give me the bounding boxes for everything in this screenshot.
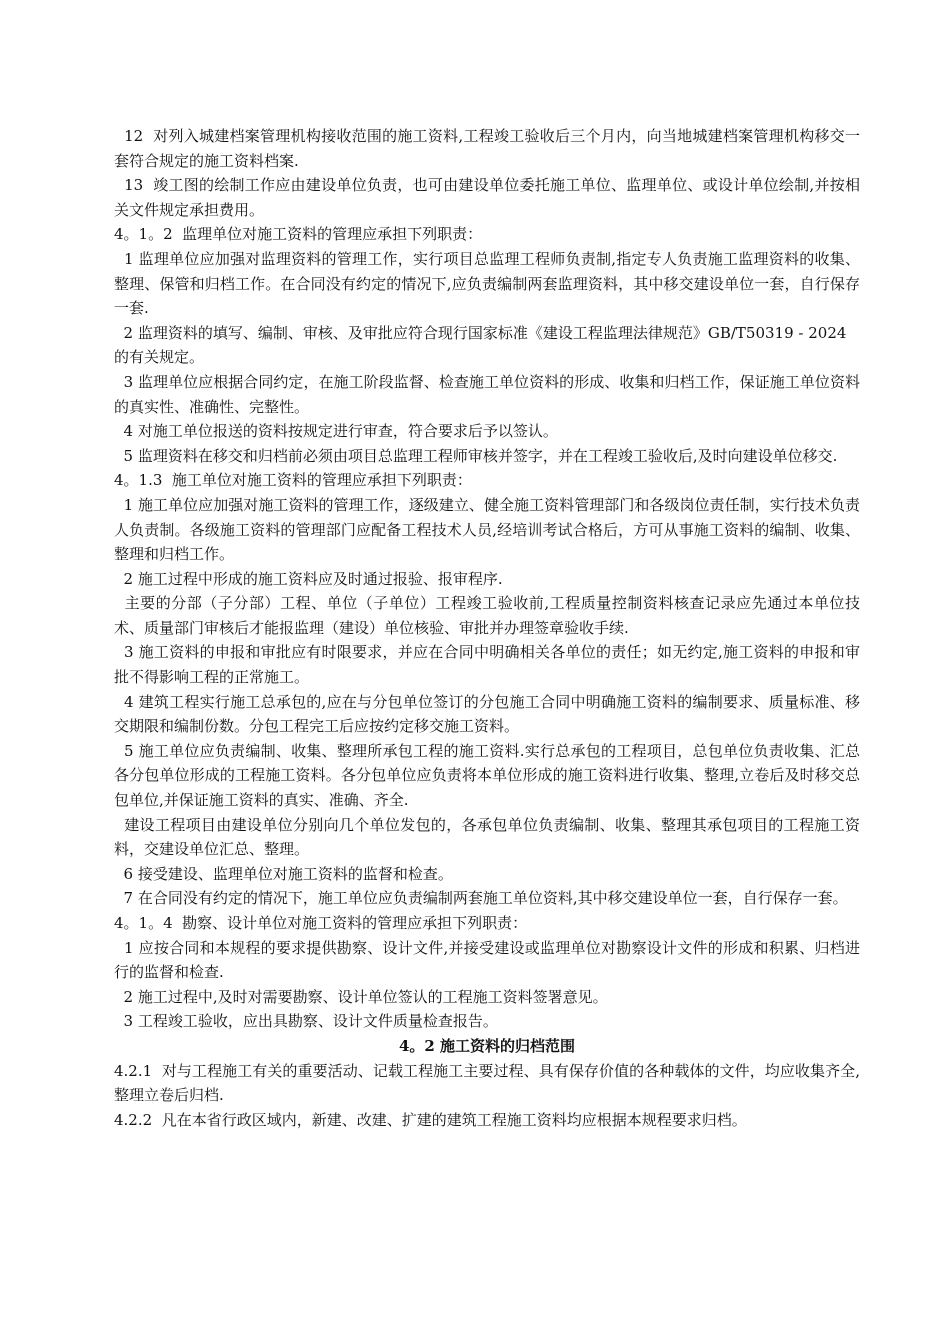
clause-4-2-2: 4.2.2 凡在本省行政区域内，新建、改建、扩建的建筑工程施工资料均应根据本规程要求归档。 [114, 1110, 747, 1129]
paragraph-4-1-2-item-2-end: 的有关规定。 [114, 348, 205, 367]
paragraph-4-1-3-item-5: 5 施工单位应负责编制、收集、整理所承包工程的施工资料.实行总承包的工程项目，总包单位负责收集、汇总各分包单位形成的工程施工资料。各分包单位应负责将本单位形成的施工资料进行收集、整理,立卷后及时移交总包单位,并保证施工资料的真实、准确、齐全. [114, 741, 860, 810]
paragraph-4-1-3-item-3: 3 施工资料的申报和审批应有时限要求，并应在合同中明确相关各单位的责任；如无约定,施工资料的申报和审批不得影响工程的正常施工。 [114, 643, 860, 687]
paragraph-4-1-3-item-1: 1 施工单位应加强对施工资料的管理工作，逐级建立、健全施工资料管理部门和各级岗位责任制，实行技术负责人负责制。各级施工资料的管理部门应配备工程技术人员,经培训考试合格后，方可从事施工资料的编制、收集、整理和归档工作。 [114, 495, 860, 564]
paragraph-4-1-4-item-2: 2 施工过程中,及时对需要勘察、设计单位签认的工程施工资料签署意见。 [114, 987, 608, 1006]
paragraph-item-12: 12 对列入城建档案管理机构接收范围的施工资料,工程竣工验收后三个月内，向当地城建档案管理机构移交一套符合规定的施工资料档案. [114, 127, 860, 170]
paragraph-4-1-3-item-2: 2 施工过程中形成的施工资料应及时通过报验、报审程序. [114, 569, 503, 588]
paragraph-4-1-2-item-4: 4 对施工单位报送的资料按规定进行审查，符合要求后予以签认。 [114, 422, 558, 441]
paragraph-4-1-3-item-7: 7 在合同没有约定的情况下，施工单位应负责编制两套施工单位资料,其中移交建设单位一套，自行保存一套。 [114, 889, 848, 908]
paragraph-4-1-2-item-5: 5 监理资料在移交和归档前必须由项目总监理工程师审核并签字，并在工程竣工验收后,及时向建设单位移交. [114, 446, 838, 465]
clause-4-2-1: 4.2.1 对与工程施工有关的重要活动、记载工程施工主要过程、具有保存价值的各种载体的文件，均应收集齐全,整理立卷后归档. [114, 1061, 860, 1105]
paragraph-4-1-3-item-4: 4 建筑工程实行施工总承包的,应在与分包单位签订的分包施工合同中明确施工资料的编制要求、质量标准、移交期限和编制份数。分包工程完工后应按约定移交施工资料。 [114, 692, 860, 736]
paragraph-item-13: 13 竣工图的绘制工作应由建设单位负责，也可由建设单位委托施工单位、监理单位、或设计单位绘制,并按相关文件规定承担费用。 [114, 176, 860, 219]
paragraph-4-1-2-item-2: 2 监理资料的填写、编制、审核、及审批应符合现行国家标准《建设工程监理法律规范》GB/T50319 - 2024 [114, 323, 847, 342]
paragraph-4-1-3-item-6: 6 接受建设、监理单位对施工资料的监督和检查。 [114, 864, 453, 883]
clause-4-1-2-heading: 4。1。2 监理单位对施工资料的管理应承担下列职责： [114, 225, 483, 244]
paragraph-4-1-3-item-2-note: 主要的分部（子分部）工程、单位（子单位）工程竣工验收前,工程质量控制资料核查记录应先通过本单位技术、质量部门审核后才能报监理（建设）单位核验、审批并办理签章验收手续. [114, 594, 860, 637]
paragraph-4-1-2-item-3: 3 监理单位应根据合同约定，在施工阶段监督、检查施工单位资料的形成、收集和归档工作，保证施工单位资料的真实性、准确性、完整性。 [114, 372, 860, 416]
paragraph-4-1-4-item-1: 1 应按合同和本规程的要求提供勘察、设计文件,并接受建设或监理单位对勘察设计文件的形成和积累、归档进行的监督和检查. [114, 938, 860, 982]
clause-4-1-3-heading: 4。1.3 施工单位对施工资料的管理应承担下列职责： [114, 471, 472, 490]
paragraph-4-1-4-item-3: 3 工程竣工验收，应出具勘察、设计文件质量检查报告。 [114, 1012, 498, 1031]
paragraph-4-1-3-item-5-note: 建设工程项目由建设单位分别向几个单位发包的，各承包单位负责编制、收集、整理其承包项目的工程施工资料，交建设单位汇总、整理。 [114, 815, 860, 859]
clause-4-1-4-heading: 4。1。4 勘察、设计单位对施工资料的管理应承担下列职责： [114, 914, 528, 932]
section-4-2-heading: 4。2 施工资料的归档范围 [398, 1036, 576, 1055]
document-page [114, 124, 860, 1132]
paragraph-4-1-2-item-1: 1 监理单位应加强对监理资料的管理工作，实行项目总监理工程师负责制,指定专人负责施工监理资料的收集、整理、保管和归档工作。在合同没有约定的情况下,应负责编制两套监理资料，其中移交建设单位一套，自行保存一套. [114, 249, 860, 318]
